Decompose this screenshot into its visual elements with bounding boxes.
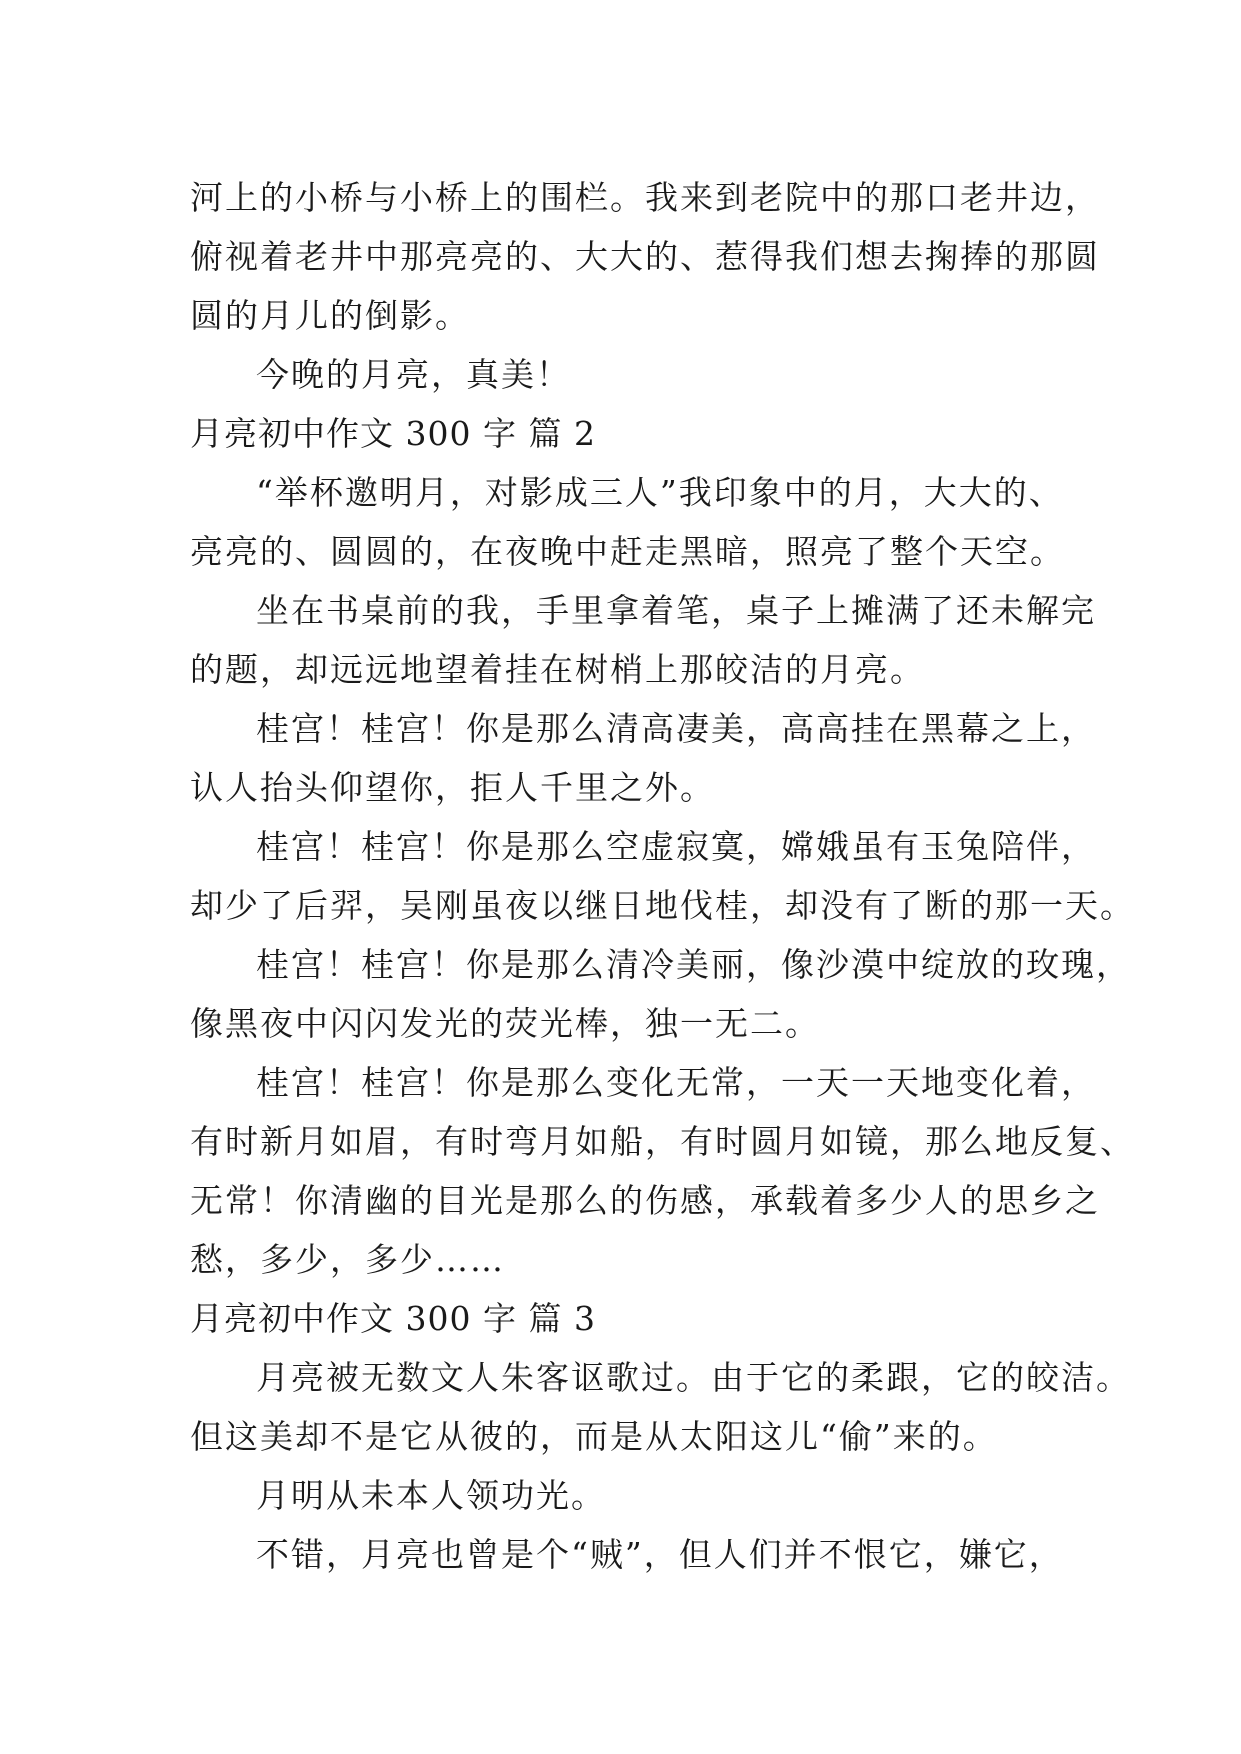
body-line: 无常！你清幽的目光是那么的伤感，承载着多少人的思乡之 xyxy=(190,1181,1100,1220)
body-line: 认人抬头仰望你，拒人千里之外。 xyxy=(190,768,715,807)
paragraph-first-line: 桂宫！桂宫！你是那么清冷美丽，像沙漠中绽放的玫瑰， xyxy=(256,945,1131,984)
paragraph-first-line: 桂宫！桂宫！你是那么变化无常，一天一天地变化着， xyxy=(256,1063,1096,1102)
body-line: 愁，多少，多少…… xyxy=(190,1240,505,1279)
body-line: 河上的小桥与小桥上的围栏。我来到老院中的那口老井边， xyxy=(190,178,1100,217)
paragraph-first-line: 不错，月亮也曾是个“贼”，但人们并不恨它，嫌它， xyxy=(256,1535,1064,1574)
paragraph-first-line: 坐在书桌前的我，手里拿着笔，桌子上摊满了还未解完 xyxy=(256,591,1096,630)
body-line: 但这美却不是它从彼的，而是从太阳这儿“偷”来的。 xyxy=(190,1417,998,1456)
paragraph-first-line: 桂宫！桂宫！你是那么空虚寂寞，嫦娥虽有玉兔陪伴， xyxy=(256,827,1096,866)
body-line: 却少了后羿，吴刚虽夜以继日地伐桂，却没有了断的那一天。 xyxy=(190,886,1135,925)
paragraph-first-line: “举杯邀明月，对影成三人”我印象中的月，大大的、 xyxy=(256,473,1064,512)
section-heading: 月亮初中作文 300 字 篇 3 xyxy=(190,1299,596,1338)
paragraph-first-line: 今晚的月亮，真美！ xyxy=(256,355,571,394)
document-page xyxy=(190,168,1135,1584)
body-line: 的题，却远远地望着挂在树梢上那皎洁的月亮。 xyxy=(190,650,925,689)
paragraph-first-line: 月明从未本人领功光。 xyxy=(256,1476,606,1515)
paragraph-first-line: 桂宫！桂宫！你是那么清高凄美，高高挂在黑幕之上， xyxy=(256,709,1096,748)
body-line: 俯视着老井中那亮亮的、大大的、惹得我们想去掬捧的那圆 xyxy=(190,237,1100,276)
body-line: 像黑夜中闪闪发光的荧光棒，独一无二。 xyxy=(190,1004,820,1043)
body-line: 有时新月如眉，有时弯月如船，有时圆月如镜，那么地反复、 xyxy=(190,1122,1135,1161)
body-line: 亮亮的、圆圆的，在夜晚中赶走黑暗，照亮了整个天空。 xyxy=(190,532,1065,571)
section-heading: 月亮初中作文 300 字 篇 2 xyxy=(190,414,596,453)
paragraph-first-line: 月亮被无数文人朱客讴歌过。由于它的柔跟，它的皎洁。 xyxy=(256,1358,1131,1397)
body-line: 圆的月儿的倒影。 xyxy=(190,296,470,335)
